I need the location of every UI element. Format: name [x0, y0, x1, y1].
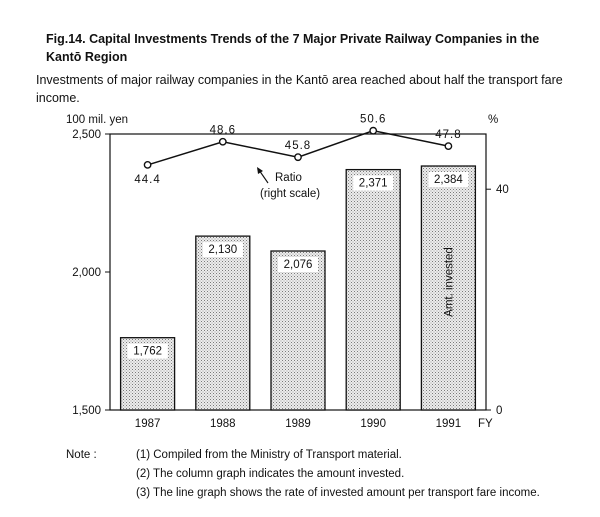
- note-item-1: (1) Compiled from the Ministry of Transport material.: [136, 449, 402, 461]
- y-left-tick-label: 2,000: [72, 267, 101, 279]
- page-subtitle: Investments of major railway companies in the Kantō area reached about half the transport fare income.: [36, 73, 563, 105]
- x-tick-label: 1988: [210, 418, 236, 430]
- ratio-annotation-line2: (right scale): [260, 188, 321, 200]
- x-tick-label: 1990: [360, 418, 386, 430]
- bar-value-label: 2,371: [358, 177, 388, 190]
- bar-value-label: 2,076: [283, 259, 313, 272]
- ratio-annotation-line1: Ratio: [275, 172, 302, 184]
- y-left-tick-label: 1,500: [72, 405, 101, 417]
- bar-1988: [196, 236, 250, 410]
- ratio-point-1991: [445, 143, 451, 149]
- ratio-point-1990: [370, 127, 376, 133]
- y-right-unit: %: [488, 114, 499, 126]
- page-title: Fig.14. Capital Investments Trends of the 7 Major Private Railway Companies in the Kantō Region: [46, 32, 540, 64]
- notes-label: Note :: [66, 449, 97, 461]
- bar-value-label: 1,762: [133, 345, 162, 358]
- ratio-point-1987: [144, 162, 150, 168]
- y-right-tick-label: 0: [496, 405, 503, 417]
- x-tick-label: 1991: [435, 418, 462, 430]
- notes: [66, 446, 540, 503]
- ratio-point-1989: [295, 154, 301, 160]
- y-left-unit: 100 mil. yen: [66, 114, 129, 126]
- ratio-annotation-arrowhead: [257, 167, 263, 174]
- ratio-value-label: 48.6: [209, 124, 236, 137]
- ratio-value-label: 44.4: [134, 173, 161, 186]
- y-right-tick-label: 40: [496, 184, 509, 197]
- y-left-tick-label: 2,500: [72, 129, 101, 141]
- bar-1989: [271, 251, 325, 410]
- ratio-point-1988: [220, 139, 226, 145]
- ratio-value-label: 45.8: [284, 140, 312, 153]
- bar-value-label: 2,384: [434, 174, 463, 187]
- bar-series-name: Amt. invested: [443, 247, 456, 317]
- note-item-3: (3) The line graph shows the rate of invested amount per transport fare income.: [136, 487, 540, 499]
- note-item-2: (2) The column graph indicates the amount invested.: [136, 468, 405, 480]
- x-tick-label: 1989: [285, 418, 311, 430]
- x-unit-label: FY: [478, 418, 493, 430]
- x-tick-label: 1987: [134, 418, 161, 430]
- ratio-value-label: 50.6: [360, 113, 387, 126]
- ratio-value-label: 47.8: [435, 129, 462, 142]
- bar-1990: [346, 170, 400, 410]
- bar-value-label: 2,130: [208, 244, 238, 257]
